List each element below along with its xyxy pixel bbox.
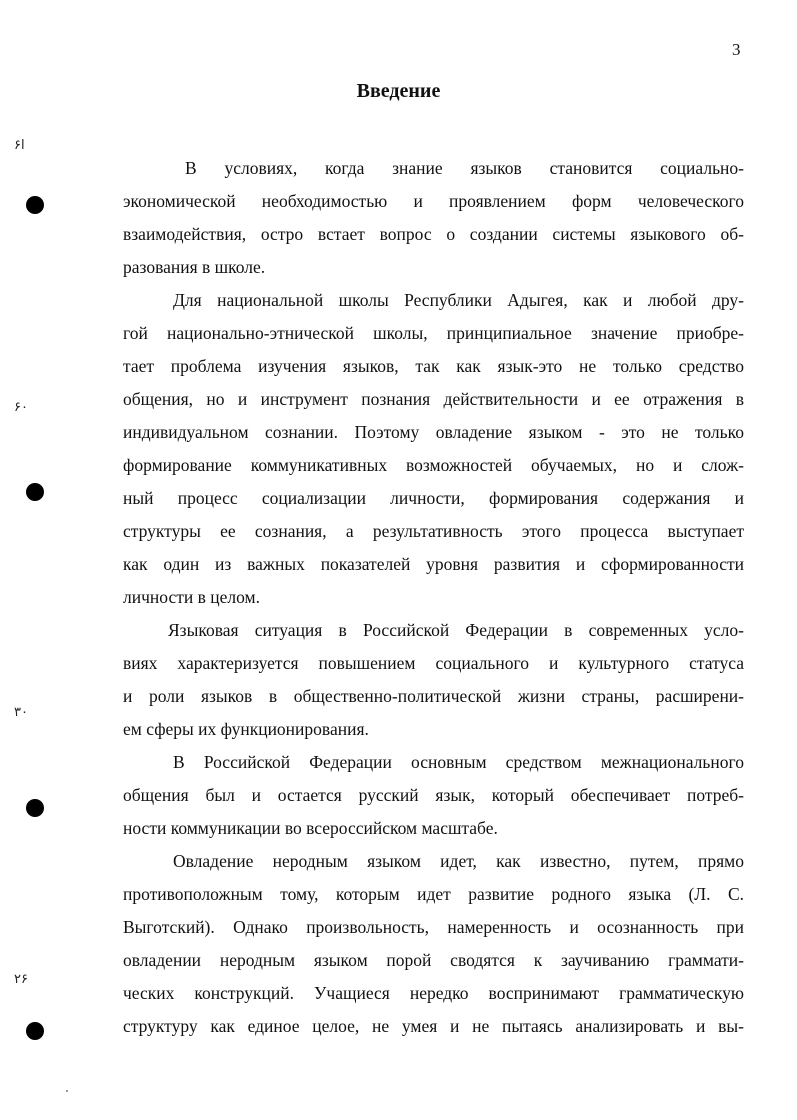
- text-line: ный процесс социализации личности, формирования содержания и: [123, 488, 744, 508]
- text-line: структуры ее сознания, а результативность этого процесса выступает: [123, 521, 744, 541]
- text-line: виях характеризуется повышением социального и культурного статуса: [123, 653, 744, 673]
- margin-mark: ۶۰: [14, 400, 28, 415]
- margin-mark: ۳۰: [14, 705, 28, 720]
- text-line: личности в целом.: [123, 587, 260, 607]
- text-line: ческих конструкций. Учащиеся нередко воспринимают грамматическую: [123, 983, 744, 1003]
- binding-hole: [26, 196, 44, 214]
- margin-mark: ا۶: [14, 138, 25, 153]
- binding-hole: [26, 799, 44, 817]
- text-line: тает проблема изучения языков, так как язык-это не только средство: [123, 356, 744, 376]
- scan-speck: [66, 1090, 68, 1092]
- text-line: ем сферы их функционирования.: [123, 719, 369, 739]
- text-line: овладении неродным языком порой сводятся к заучиванию граммати-: [123, 950, 744, 970]
- text-line: гой национально-этнической школы, принципиальное значение приобре-: [123, 323, 744, 343]
- text-line: и роли языков в общественно-политической жизни страны, расширени-: [123, 686, 744, 706]
- text-line: В Российской Федерации основным средством межнационального: [173, 752, 744, 772]
- text-line: В условиях, когда знание языков становится социально-: [185, 158, 744, 178]
- text-line: ности коммуникации во всероссийском масштабе.: [123, 818, 498, 838]
- text-line: взаимодействия, остро встает вопрос о создании системы языкового об-: [123, 224, 744, 244]
- text-line: общения был и остается русский язык, который обеспечивает потреб-: [123, 785, 744, 805]
- binding-hole: [26, 1022, 44, 1040]
- text-line: структуру как единое целое, не умея и не пытаясь анализировать и вы-: [123, 1016, 744, 1036]
- margin-mark: ۲۶: [14, 972, 28, 987]
- text-line: разования в школе.: [123, 257, 266, 277]
- page-title: Введение: [356, 80, 441, 102]
- text-line: экономической необходимостью и проявлением форм человеческого: [123, 191, 744, 211]
- text-line: Языковая ситуация в Российской Федерации в современных усло-: [168, 620, 744, 640]
- text-line: как один из важных показателей уровня развития и сформированности: [123, 554, 744, 574]
- text-line: общения, но и инструмент познания действительности и ее отражения в: [123, 389, 744, 409]
- text-line: формирование коммуникативных возможностей обучаемых, но и слож-: [123, 455, 744, 475]
- text-line: Выготский). Однако произвольность, намеренность и осознанность при: [123, 917, 744, 937]
- binding-hole: [26, 483, 44, 501]
- text-line: противоположным тому, которым идет развитие родного языка (Л. С.: [123, 884, 744, 904]
- page-number: 3: [732, 40, 741, 59]
- text-line: индивидуальном сознании. Поэтому овладение языком - это не только: [123, 422, 744, 442]
- text-line: Для национальной школы Республики Адыгея, как и любой дру-: [173, 290, 744, 310]
- text-line: Овладение неродным языком идет, как известно, путем, прямо: [173, 851, 744, 871]
